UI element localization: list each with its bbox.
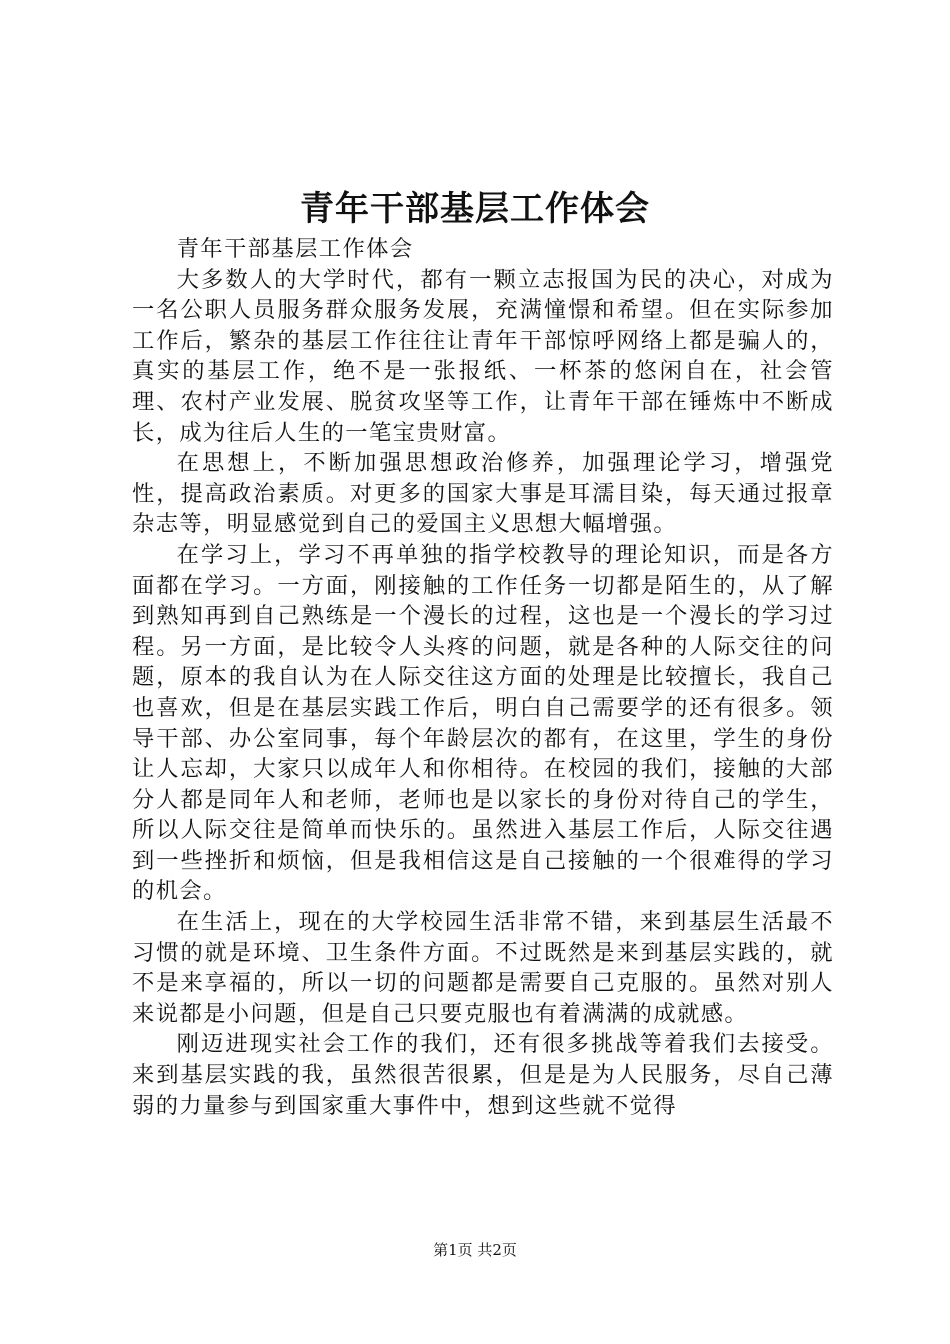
paragraph-intro: 大多数人的大学时代，都有一颗立志报国为民的决心，对成为一名公职人员服务群众服务发展，充满憧憬和希望。但在实际参加工作后，繁杂的基层工作往往让青年干部惊呼网络上都是骗人的，真实的基层工作，绝不是一张报纸、一杯茶的悠闲自在，社会管理、农村产业发展、脱贫攻坚等工作，让青年干部在锤炼中不断成长，成为往后人生的一笔宝贵财富。 — [132, 266, 834, 446]
paragraph-conclusion: 刚迈进现实社会工作的我们，还有很多挑战等着我们去接受。来到基层实践的我，虽然很苦很累，但是是为人民服务，尽自己薄弱的力量参与到国家重大事件中，想到这些就不觉得 — [132, 1031, 834, 1119]
document-body — [132, 234, 834, 1121]
paragraph-study: 在学习上，学习不再单独的指学校教导的理论知识，而是各方面都在学习。一方面，刚接触的工作任务一切都是陌生的，从了解到熟知再到自己熟练是一个漫长的过程，这也是一个漫长的学习过程。另一方面，是比较令人头疼的问题，就是各种的人际交往的问题，原本的我自认为在人际交往这方面的处理是比较擅长，我自己也喜欢，但是在基层实践工作后，明白自己需要学的还有很多。领导干部、办公室同事，每个年龄层次的都有，在这里，学生的身份让人忘却，大家只以成年人和你相待。在校园的我们，接触的大部分人都是同年人和老师，老师也是以家长的身份对待自己的学生，所以人际交往是简单而快乐的。虽然进入基层工作后，人际交往遇到一些挫折和烦恼，但是我相信这是自己接触的一个很难得的学习的机会。 — [132, 541, 834, 905]
paragraph-thought: 在思想上，不断加强思想政治修养，加强理论学习，增强党性，提高政治素质。对更多的国家大事是耳濡目染，每天通过报章杂志等，明显感觉到自己的爱国主义思想大幅增强。 — [132, 450, 834, 538]
document-title: 青年干部基层工作体会 — [300, 189, 650, 229]
page-number-footer: 第1页 共2页 — [433, 1241, 517, 1259]
paragraph-life: 在生活上，现在的大学校园生活非常不错，来到基层生活最不习惯的就是环境、卫生条件方面。不过既然是来到基层实践的，就不是来享福的，所以一切的问题都是需要自己克服的。虽然对别人来说都是小问题，但是自己只要克服也有着满满的成就感。 — [132, 909, 834, 1027]
paragraph-subtitle: 青年干部基层工作体会 — [176, 236, 414, 262]
